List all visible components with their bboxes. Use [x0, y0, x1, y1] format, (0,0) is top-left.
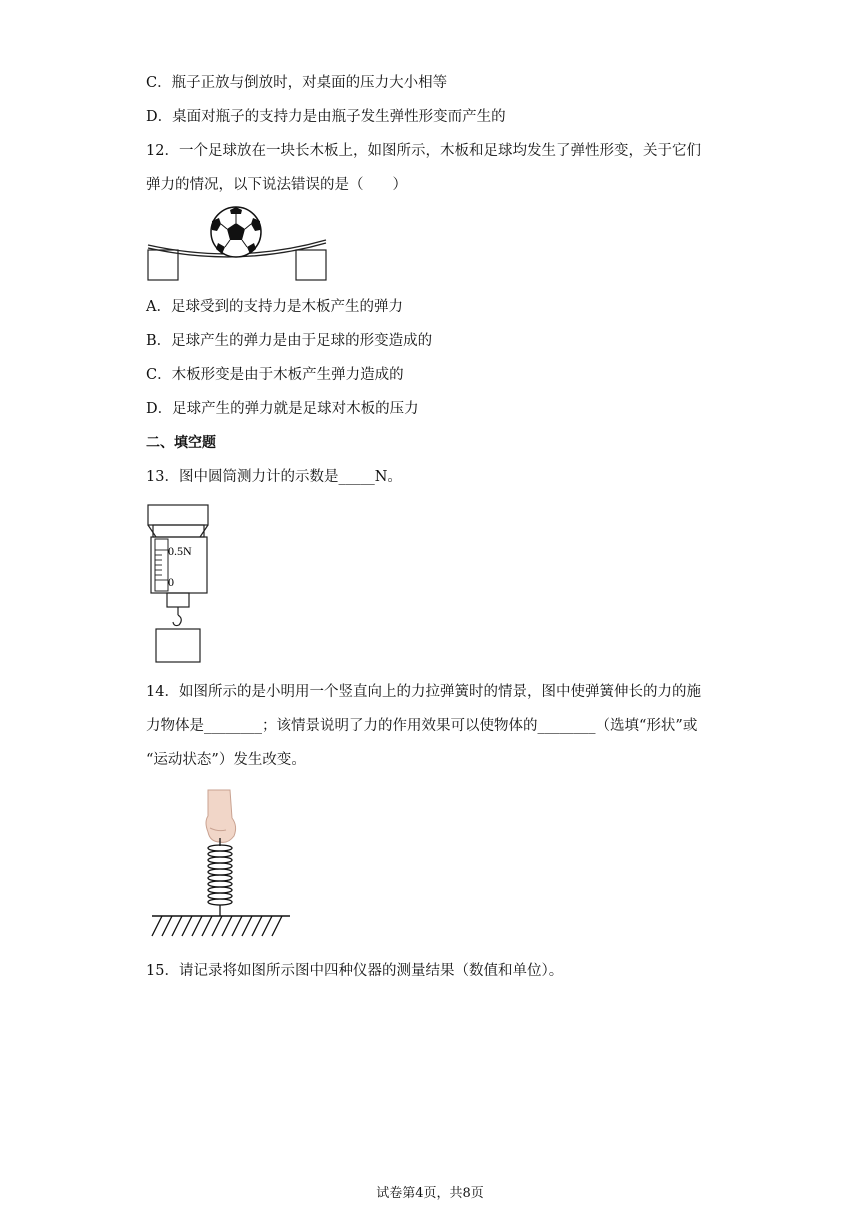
question-13: 13．图中圆筒测力计的示数是_____N。	[146, 469, 402, 485]
option-d-q11: D．桌面对瓶子的支持力是由瓶子发生弹性形变而产生的	[146, 109, 506, 125]
section-fill-in-blank: 二、填空题	[146, 435, 216, 451]
page-footer: 试卷第4页，共8页	[376, 1186, 484, 1201]
spring-icon	[208, 838, 232, 916]
option-d-q12: D．足球产生的弹力就是足球对木板的压力	[146, 401, 419, 417]
gauge-label-top: 0.5N	[168, 544, 192, 558]
hand-icon	[206, 790, 236, 842]
question-14-line2: 力物体是________；该情景说明了力的作用效果可以使物体的________（选填“形状”或	[146, 718, 698, 734]
force-gauge-figure	[146, 503, 216, 665]
football-icon	[211, 207, 261, 257]
option-c-q12: C．木板形变是由于木板产生弹力造成的	[146, 367, 404, 383]
question-12-line1: 12．一个足球放在一块长木板上，如图所示，木板和足球均发生了弹性形变，关于它们	[146, 143, 701, 159]
question-15: 15．请记录将如图所示图中四种仪器的测量结果（数值和单位）。	[146, 963, 564, 979]
option-c-q11: C．瓶子正放与倒放时，对桌面的压力大小相等	[146, 75, 448, 91]
option-a-q12: A．足球受到的支持力是木板产生的弹力	[146, 299, 403, 315]
football-board-figure	[146, 205, 331, 285]
ground-hatching	[152, 916, 282, 936]
question-14-line3: “运动状态”）发生改变。	[146, 752, 306, 768]
gauge-label-zero: 0	[168, 575, 174, 589]
spring-hand-figure	[150, 788, 295, 940]
question-12-line2: 弹力的情况，以下说法错误的是（ ）	[146, 177, 407, 193]
option-b-q12: B．足球产生的弹力是由于足球的形变造成的	[146, 333, 433, 349]
question-14-line1: 14．如图所示的是小明用一个竖直向上的力拉弹簧时的情景，图中使弹簧伸长的力的施	[146, 684, 701, 700]
